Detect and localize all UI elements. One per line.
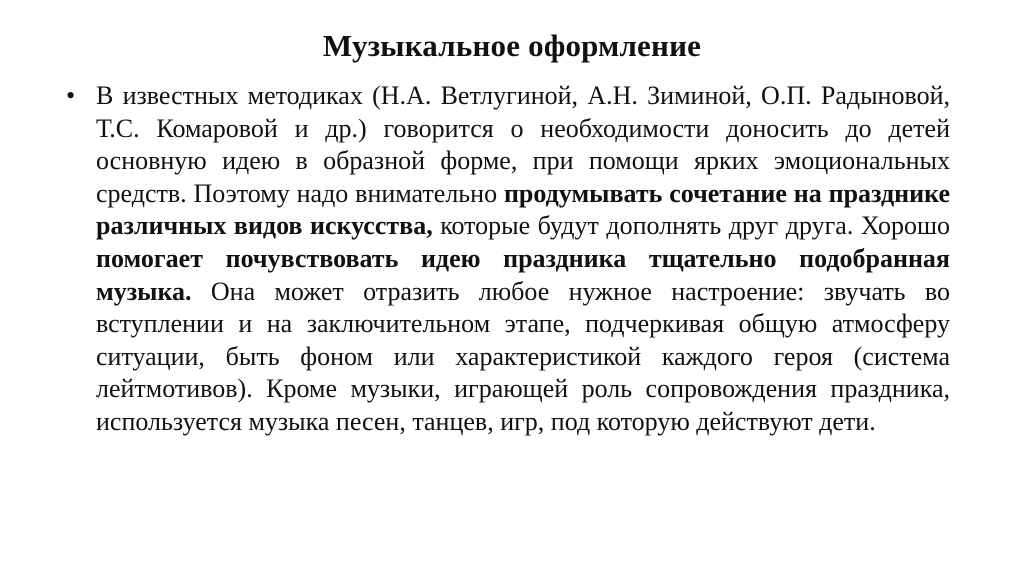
text-run: В известных методиках (Н.А. Ветлугиной, А.Н. Зиминой, О.П. Радыновой, Т.С. Комаровой и др.) говорится о необходимости доносить до детей основную идею в образной форме, при помощи ярких эмоциональных средств. Поэтому надо внимательно [96,81,950,208]
emphasis-run: продумывать сочетание на празднике различных видов искусства, [96,178,950,241]
text-run: Она может отразить любое нужное настроение: звучать во вступлении и на заключительном этапе, подчеркивая общую атмосферу ситуации, быть фоном или характеристикой каждого героя (система лейтмотивов). Кроме музыки, играющей роль сопровождения праздника, используется музыка песен, танцев, игр, под которую действуют дети. [96,276,950,436]
bullet-mark: • [66,81,76,110]
body-paragraph [96,80,950,439]
bullet-item [66,80,950,439]
text-run: которые будут дополнять друг друга. Хорошо [432,211,950,241]
emphasis-run: помогает почувствовать идею праздника тщательно подобранная музыка. [96,243,950,306]
slide-title: Музыкальное оформление [322,28,702,63]
